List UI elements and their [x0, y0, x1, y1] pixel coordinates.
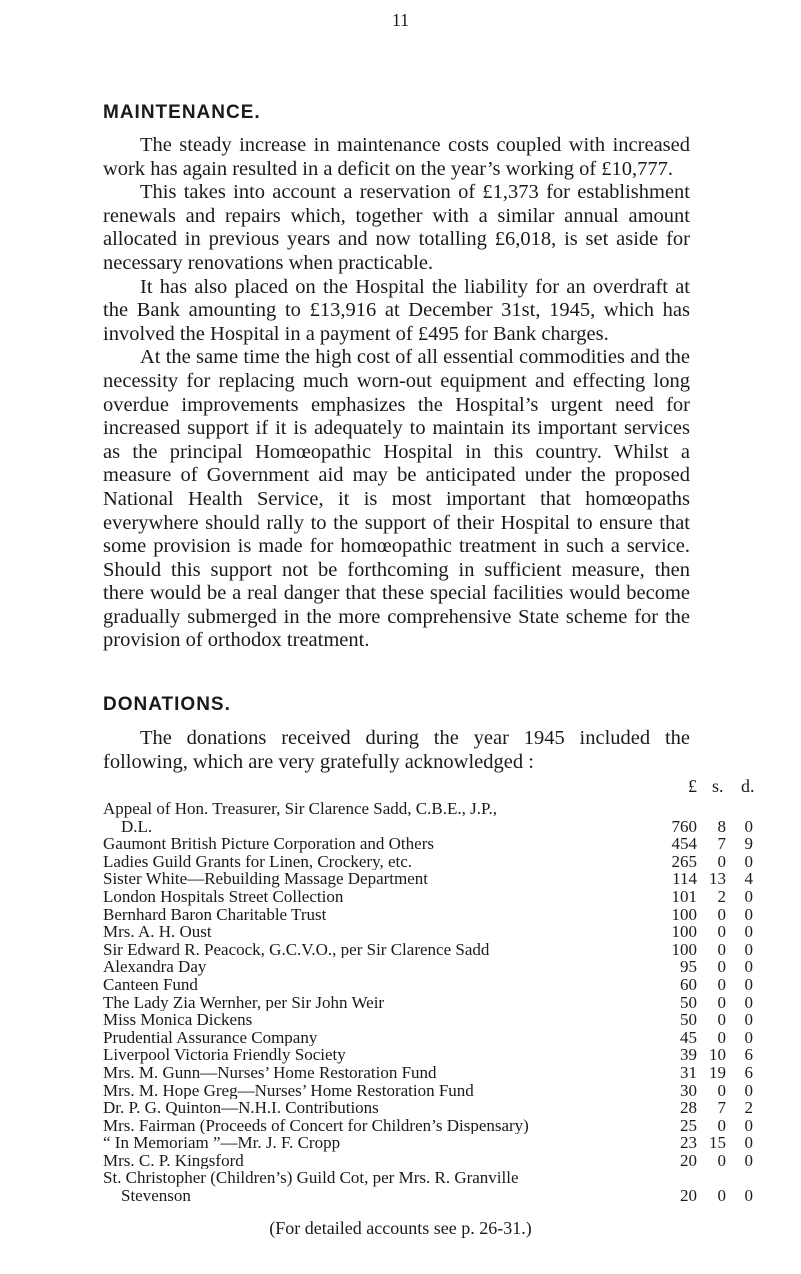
donation-shillings: 13: [709, 869, 726, 889]
donation-row: [103, 1150, 753, 1170]
donation-name: Mrs. M. Hope Greg—Nurses’ Home Restoration Fund: [103, 1081, 474, 1100]
donation-pounds: 60: [680, 974, 697, 994]
donation-pounds: 28: [680, 1098, 697, 1118]
donation-row: [103, 1027, 753, 1047]
donation-name: Mrs. A. H. Oust: [103, 923, 212, 941]
donation-row: [103, 869, 753, 889]
donations-rows: [103, 800, 753, 1206]
donation-pence: 0: [744, 904, 753, 924]
donation-name-line: D.L.: [121, 816, 153, 836]
donation-pence: 6: [744, 1045, 753, 1065]
donation-row: [103, 922, 753, 942]
donation-pounds: 265: [671, 851, 697, 871]
donation-pence: 0: [744, 1115, 753, 1135]
maintenance-heading: MAINTENANCE.: [103, 102, 261, 123]
donation-row: [103, 939, 753, 959]
donation-shillings: 0: [717, 1115, 726, 1135]
maintenance-paragraph: At the same time the high cost of all essential commodities and the necessity for replacing much worn-out equipment and effecting long overdue improvements emphasizes the Hospital’s urgent need for increased support if it is adequately to maintain its important services as the principal Homœopathic Hospital in this country. Whilst a measure of Government aid may be anticipated under the proposed National Health Service, it is most important that homœopaths everywhere should rally to the support of their Hospital to ensure that some provision is made for homœopathic treatment in such a service. Should this support not be forthcoming in sufficient measure, then there would be a real danger that these special facilities would become gradually submerged in the more comprehensive State scheme for the provision of orthodox treatment.: [103, 346, 690, 652]
donation-pounds: 50: [680, 1010, 697, 1030]
donation-pounds: 31: [680, 1062, 697, 1082]
donation-name: Alexandra Day: [103, 958, 207, 976]
donation-pounds: 20: [680, 1150, 697, 1170]
donations-table: [103, 776, 755, 1206]
donation-shillings: 0: [717, 851, 726, 871]
donation-name: London Hospitals Street Collection: [103, 887, 344, 906]
donation-name: Sister White—Rebuilding Massage Department: [103, 870, 428, 888]
donation-name: Mrs. Fairman (Proceeds of Concert for Children’s Dispensary): [103, 1116, 529, 1135]
donation-shillings: 0: [717, 922, 726, 942]
currency-header: [103, 776, 755, 800]
donation-pence: 0: [744, 939, 753, 959]
donation-pence: 0: [744, 1010, 753, 1030]
donation-pounds: 454: [671, 834, 697, 854]
donation-pounds: 50: [680, 992, 697, 1012]
donation-shillings: 0: [717, 1080, 726, 1100]
donation-pounds: 100: [671, 904, 697, 924]
donation-name: Liverpool Victoria Friendly Society: [103, 1046, 346, 1064]
donation-pounds: 23: [680, 1133, 697, 1153]
donation-row: [103, 904, 753, 924]
donation-name: Mrs. C. P. Kingsford: [103, 1151, 244, 1170]
donation-row: [103, 1045, 753, 1065]
page-number: 11: [391, 10, 410, 30]
donation-pence: 0: [744, 974, 753, 994]
donation-shillings: 0: [717, 957, 726, 977]
donation-pence: 9: [744, 834, 753, 854]
donation-pence: 0: [744, 922, 753, 942]
donation-shillings: 7: [717, 1098, 726, 1118]
donation-pence: 0: [744, 1027, 753, 1047]
donation-pounds: 101: [671, 886, 697, 906]
donation-pounds: 20: [680, 1186, 697, 1206]
donation-pounds: 25: [680, 1115, 697, 1135]
donation-pence: 0: [744, 957, 753, 977]
pounds-column-header: £: [688, 776, 697, 796]
donation-pounds: 30: [680, 1080, 697, 1100]
donation-shillings: 19: [709, 1062, 726, 1082]
donation-name: “ In Memoriam ”—Mr. J. F. Cropp: [103, 1134, 341, 1152]
donation-row: [103, 1098, 753, 1118]
donation-name: [103, 1169, 643, 1204]
donation-name: Gaumont British Picture Corporation and Others: [103, 835, 434, 853]
donation-row: [103, 800, 753, 836]
donation-row: [103, 992, 753, 1012]
donation-pounds: 100: [671, 922, 697, 942]
donation-name: Dr. P. G. Quinton—N.H.I. Contributions: [103, 1099, 379, 1117]
donation-shillings: 2: [717, 886, 726, 906]
donation-row: [103, 974, 753, 994]
donation-pounds: 95: [680, 957, 697, 977]
donation-name: Canteen Fund: [103, 975, 198, 994]
donation-name: The Lady Zia Wernher, per Sir John Weir: [103, 993, 385, 1012]
donation-row: [103, 1010, 753, 1030]
donation-row: [103, 1115, 753, 1135]
maintenance-paragraph: The steady increase in maintenance costs coupled with increased work has again resulted in a deficit on the year’s working of £10,777.: [103, 134, 690, 180]
donation-name: Bernhard Baron Charitable Trust: [103, 905, 327, 924]
donation-row: [103, 851, 753, 871]
donation-row: [103, 834, 753, 854]
donation-pence: 6: [744, 1062, 753, 1082]
donation-shillings: 0: [717, 1186, 726, 1206]
donation-shillings: 8: [717, 816, 726, 836]
donation-row: [103, 1080, 753, 1100]
donation-pence: 0: [744, 1133, 753, 1153]
donation-row: [103, 957, 753, 977]
donation-shillings: 0: [717, 992, 726, 1012]
donation-shillings: 0: [717, 904, 726, 924]
donation-name-line: Stevenson: [121, 1186, 191, 1205]
maintenance-paragraph: It has also placed on the Hospital the liability for an overdraft at the Bank amounting to £13,916 at December 31st, 1945, which has involved the Hospital in a payment of £495 for Bank charges.: [103, 275, 690, 345]
donation-row: [103, 1062, 753, 1082]
donation-shillings: 7: [717, 834, 726, 854]
donations-heading: DONATIONS.: [103, 694, 231, 715]
donation-name-line: Appeal of Hon. Treasurer, Sir Clarence Sadd, C.B.E., J.P.,: [103, 800, 498, 818]
donation-pence: 0: [744, 992, 753, 1012]
donation-shillings: 0: [717, 1027, 726, 1047]
donation-shillings: 0: [717, 939, 726, 959]
donation-shillings: 0: [717, 974, 726, 994]
donation-pence: 0: [744, 816, 753, 836]
donations-intro-text: The donations received during the year 1945 included the following, which are very gratefully acknowledged :: [103, 727, 690, 773]
donations-intro: [103, 727, 690, 774]
donation-pounds: 39: [680, 1045, 697, 1065]
donation-pence: 4: [744, 869, 753, 889]
donation-shillings: 0: [717, 1010, 726, 1030]
donation-pounds: 45: [680, 1027, 697, 1047]
pence-column-header: d.: [741, 776, 755, 796]
donation-shillings: 0: [717, 1150, 726, 1170]
donation-pence: 0: [744, 1080, 753, 1100]
donation-shillings: 10: [709, 1045, 726, 1065]
maintenance-paragraph: This takes into account a reservation of £1,373 for establishment renewals and repairs which, together with a similar annual amount allocated in previous years and now totalling £6,018, is set aside for necessary renovations when practicable.: [103, 181, 690, 274]
donation-pounds: 114: [672, 869, 697, 889]
donation-pounds: 100: [671, 939, 697, 959]
shillings-column-header: s.: [712, 776, 724, 796]
maintenance-section: [103, 134, 690, 653]
donation-name: Mrs. M. Gunn—Nurses’ Home Restoration Fund: [103, 1063, 437, 1082]
donation-name: Prudential Assurance Company: [103, 1028, 318, 1047]
donation-pence: 0: [744, 886, 753, 906]
donation-row: [103, 886, 753, 906]
donation-pence: 0: [744, 1150, 753, 1170]
donation-row: [103, 1169, 753, 1206]
donations-footnote: (For detailed accounts see p. 26-31.): [269, 1218, 532, 1238]
donation-name: Miss Monica Dickens: [103, 1011, 253, 1029]
donation-pence: 0: [744, 1186, 753, 1206]
donation-name: [103, 800, 643, 835]
donation-pence: 2: [744, 1098, 753, 1118]
donation-shillings: 15: [709, 1133, 726, 1153]
donation-name: Sir Edward R. Peacock, G.C.V.O., per Sir Clarence Sadd: [103, 940, 490, 959]
donation-name: Ladies Guild Grants for Linen, Crockery, etc.: [103, 852, 413, 871]
donation-pence: 0: [744, 851, 753, 871]
donation-row: [103, 1133, 753, 1153]
donation-name-line: St. Christopher (Children’s) Guild Cot, per Mrs. R. Granville: [103, 1169, 519, 1188]
donation-pounds: 760: [671, 816, 697, 836]
